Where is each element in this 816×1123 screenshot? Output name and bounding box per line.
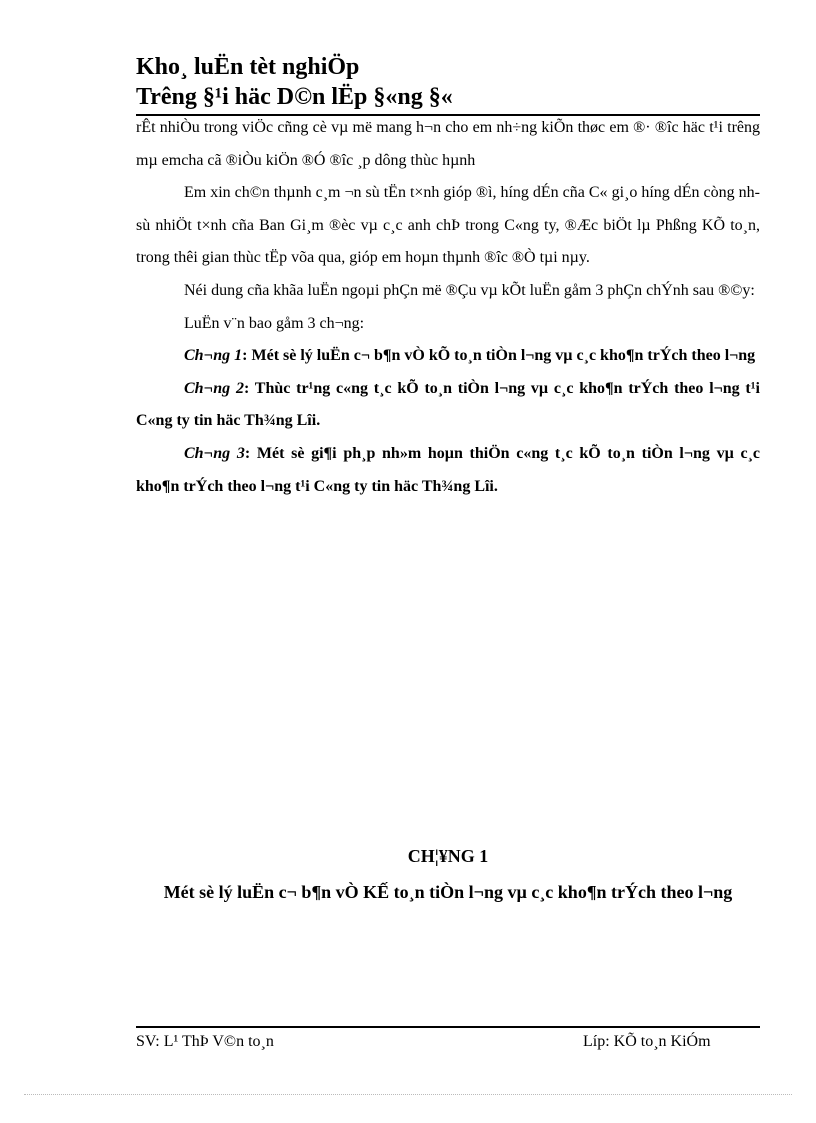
chapter-1-text: : Mét sè lý luËn c¬ b¶n vÒ kÕ to¸n tiÒn l¬ng vµ c¸c kho¶n trÝch theo l¬ng bbox=[242, 347, 756, 365]
chapter-title: CH¦¥NG 1 bbox=[407, 846, 489, 866]
chapter-heading bbox=[136, 838, 760, 910]
chapter-3-summary bbox=[136, 438, 760, 503]
footer-student: SV: L¹ ThÞ V©n to¸n bbox=[136, 1033, 274, 1050]
body-text bbox=[136, 112, 760, 503]
paragraph: Em xin ch©n thµnh c¸m ¬n sù tËn t×nh gióp ®ì, híng dÉn cña C« gi¸o híng dÉn còng nh sù nhiÖt t×nh cña Ban Gi¸m ®èc vµ c¸c anh chÞ trong C«ng ty, ®Æc biÖt lµ Phßng KÕ to¸n, trong thêi gian thùc tËp võa qua, gióp em hoµn thµnh ®îc ®Ò tµi nµy. bbox=[136, 184, 760, 267]
university-name: Trêng §¹i häc D©n lËp §«ng §« bbox=[136, 84, 453, 110]
page-break-line bbox=[24, 1094, 792, 1095]
chapter-1-summary bbox=[136, 340, 760, 373]
paragraph: rÊt nhiÒu trong viÖc cñng cè vµ më mang h¬n cho em nh÷ng kiÕn thøc em ®· ®îc häc t¹i trêng mµ emcha cã ®iÒu kiÖn ®Ó ®îc ¸p dông thùc hµnh bbox=[136, 119, 760, 169]
chapter-3-label: Ch¬ng 3 bbox=[184, 444, 245, 462]
footer-divider bbox=[136, 1026, 760, 1028]
chapter-2-summary bbox=[136, 373, 760, 438]
chapter-2-text: : Thùc tr¹ng c«ng t¸c kÕ to¸n tiÒn l¬ng vµ c¸c kho¶n trÝch theo l¬ng t¹i C«ng ty tin häc Th¾ng Lîi. bbox=[136, 379, 760, 430]
chapter-1-label: Ch¬ng 1 bbox=[184, 347, 243, 365]
thesis-title: Kho¸ luËn tèt nghiÖp bbox=[136, 54, 360, 80]
chapter-2-label: Ch¬ng 2 bbox=[184, 379, 244, 397]
footer-class: Líp: KÕ to¸n KiÓm bbox=[583, 1033, 711, 1050]
page-header bbox=[136, 52, 760, 116]
chapter-3-text: : Mét sè gi¶i ph¸p nh»m hoµn thiÖn c«ng t¸c kÕ to¸n tiÒn l¬ng vµ c¸c kho¶n trÝch theo l¬ng t¹i C«ng ty tin häc Th¾ng Lîi. bbox=[136, 444, 760, 495]
paragraph: LuËn v¨n bao gåm 3 ch¬ng: bbox=[184, 314, 365, 332]
paragraph: Néi dung cña khãa luËn ngoµi phÇn më ®Çu vµ kÕt luËn gåm 3 phÇn chÝnh sau ®©y: bbox=[184, 281, 755, 299]
chapter-subtitle: Mét sè lý luËn c¬ b¶n vÒ KẾ to¸n tiÒn l¬ng vµ c¸c kho¶n trÝch theo l¬ng bbox=[163, 882, 733, 902]
